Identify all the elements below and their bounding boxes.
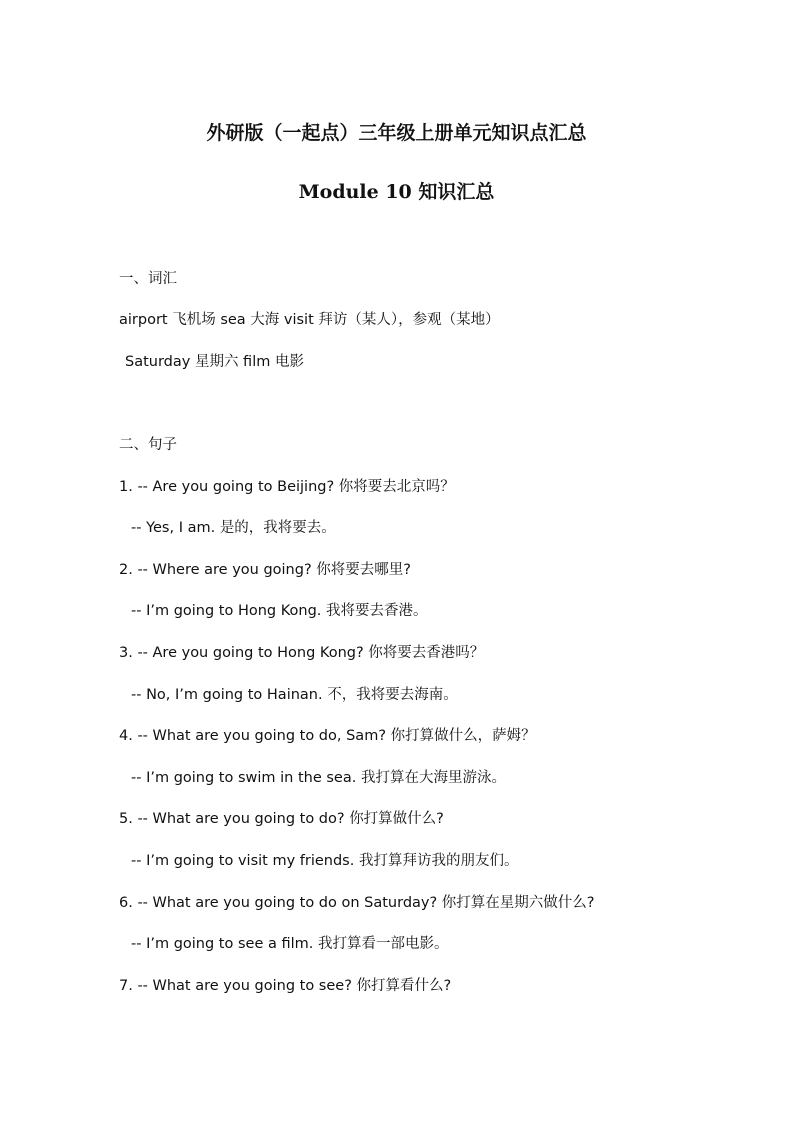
sentence-question-7: 7. -- What are you going to see? 你打算看什么? [119, 978, 452, 994]
vocab-line-1: airport 飞机场 sea 大海 visit 拜访（某人），参观（某地） [119, 312, 500, 328]
sentence-answer-6: -- I’m going to see a film. 我打算看一部电影。 [131, 936, 449, 952]
module-subtitle: Module 10 知识汇总 [298, 181, 495, 203]
sentence-question-5: 5. -- What are you going to do? 你打算做什么? [119, 811, 444, 827]
sentence-answer-3: -- No, I’m going to Hainan. 不，我将要去海南。 [131, 687, 458, 703]
document-title: 外研版（一起点）三年级上册单元知识点汇总 [206, 122, 587, 144]
sentence-answer-4: -- I’m going to swim in the sea. 我打算在大海里游泳。 [131, 770, 506, 786]
sentence-question-2: 2. -- Where are you going? 你将要去哪里? [119, 562, 411, 578]
vocab-line-2: Saturday 星期六 film 电影 [125, 354, 304, 370]
sentence-question-4: 4. -- What are you going to do, Sam? 你打算做什么，萨姆？ [119, 728, 536, 744]
sentence-answer-1: -- Yes, I am. 是的，我将要去。 [131, 520, 336, 536]
sentence-question-3: 3. -- Are you going to Hong Kong? 你将要去香港吗？ [119, 645, 485, 661]
sentence-question-6: 6. -- What are you going to do on Saturday? 你打算在星期六做什么? [119, 895, 595, 911]
sentence-answer-2: -- I’m going to Hong Kong. 我将要去香港。 [131, 603, 428, 619]
sentence-question-1: 1. -- Are you going to Beijing? 你将要去北京吗？ [119, 479, 455, 495]
vocab-heading: 一、词汇 [119, 271, 177, 287]
sentences-heading: 二、句子 [119, 437, 177, 453]
sentence-answer-5: -- I’m going to visit my friends. 我打算拜访我的朋友们。 [131, 853, 519, 869]
